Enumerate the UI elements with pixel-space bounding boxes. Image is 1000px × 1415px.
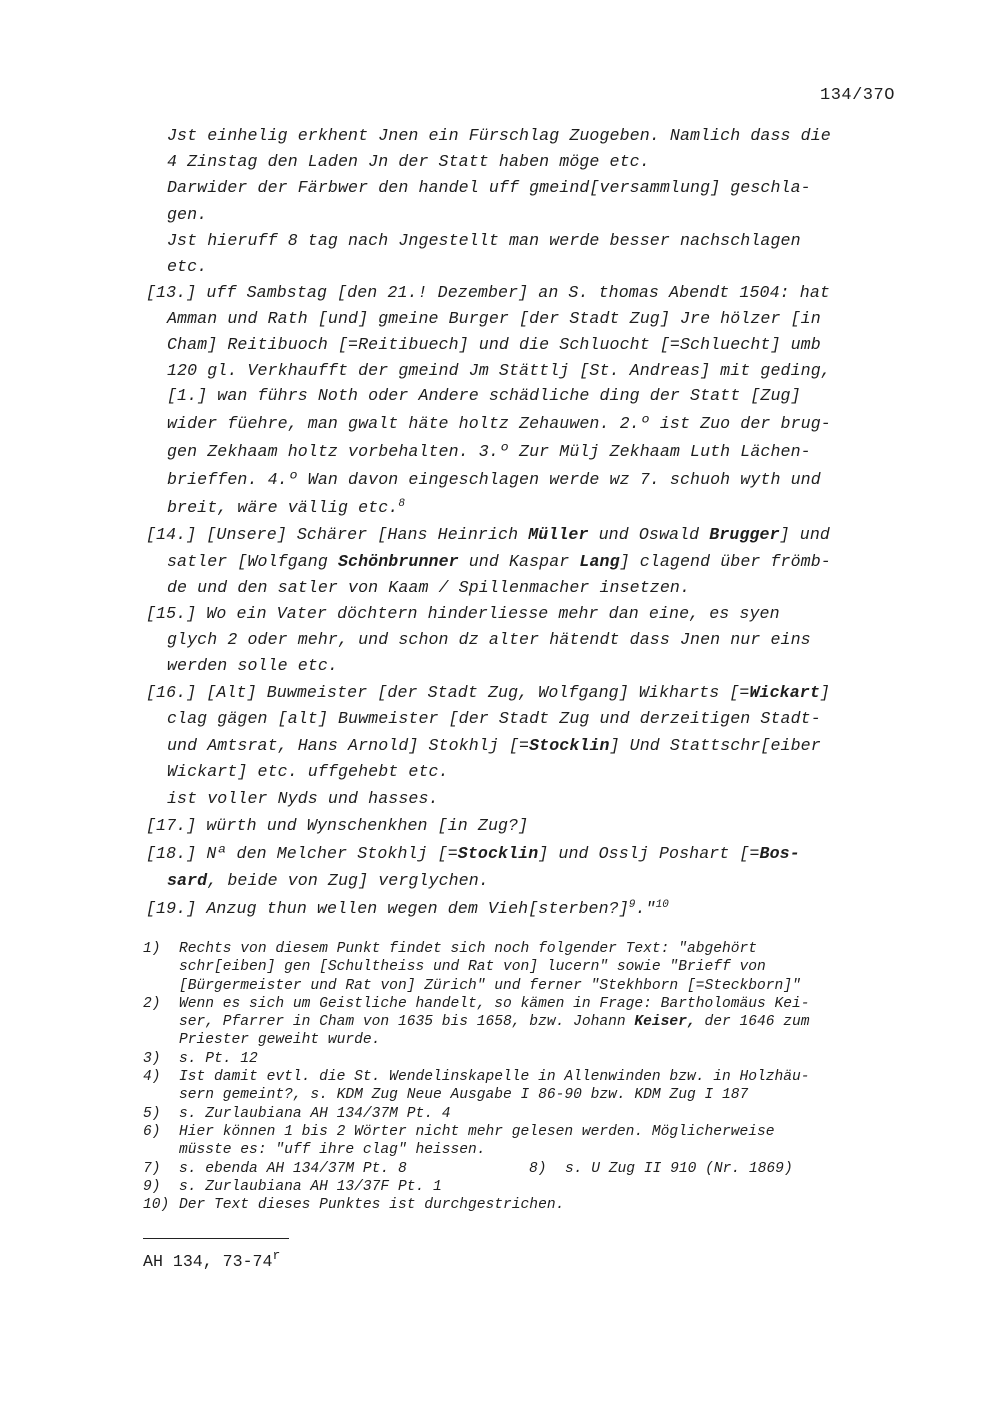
text-segment: und Oswald bbox=[588, 525, 710, 545]
text-line: Amman und Rath [und] gmeine Burger [der Stadt Zug] Jre hölzer [in bbox=[167, 309, 821, 329]
name-bold: Bos- bbox=[759, 843, 800, 863]
footnote-number: 8) bbox=[529, 1160, 547, 1177]
text-line: [17.] würth und Wynschenkhen [in Zug?] bbox=[146, 815, 529, 835]
name-bold: Stocklin bbox=[457, 843, 539, 863]
text-segment: , beide von Zug] verglychen. bbox=[207, 870, 489, 890]
text-line: brieffen. 4.º Wan davon eingeschlagen werde wz 7. schuoh wyth und bbox=[167, 469, 821, 489]
footnote-1 bbox=[143, 940, 918, 995]
name-bold: Lang bbox=[579, 551, 620, 571]
footnote-line: Wenn es sich um Geistliche handelt, so kämen in Frage: Bartholomäus Kei- bbox=[179, 995, 810, 1012]
footnote-line: [Bürgermeister und Rat von] Zürich" und ferner "Stekhborn [=Steckborn]" bbox=[179, 977, 801, 994]
footnote-line: Ist damit evtl. die St. Wendelinskapelle in Allenwinden bzw. in Holzhäu- bbox=[179, 1069, 810, 1086]
text-segment: ] und Osslj Poshart [= bbox=[538, 843, 760, 863]
footnote-ref: 10 bbox=[655, 899, 670, 912]
text-line: de und den satler von Kaam / Spillenmacher insetzen. bbox=[167, 577, 691, 597]
footnote-line: Priester geweiht wurde. bbox=[179, 1032, 381, 1049]
text-line: [15.] Wo ein Vater döchtern hinderliesse mehr dan eine, es syen bbox=[146, 604, 780, 623]
signature-text: AH 134, 73-74 bbox=[143, 1252, 273, 1271]
footnote-9 bbox=[143, 1178, 918, 1196]
text-segment: ] bbox=[819, 682, 830, 702]
text-line bbox=[167, 495, 916, 521]
text-segment: und Amtsrat, Hans Arnold] Stokhlj [= bbox=[167, 735, 530, 755]
name-bold: Stocklin bbox=[529, 735, 610, 755]
text-line: wider füehre, man gwalt häte holtz Zehauwen. 2.º ist Zuo der brug- bbox=[167, 414, 831, 434]
text-line: Cham] Reitibuoch [=Reitibuech] und die Schluocht [=Schluecht] umb bbox=[167, 334, 821, 354]
footnote-7-8 bbox=[143, 1160, 918, 1178]
footnote-4 bbox=[143, 1068, 918, 1105]
text-segment: der 1646 zum bbox=[695, 1014, 810, 1031]
name-bold: sard bbox=[167, 870, 208, 890]
text-segment: [16.] [Alt] Buwmeister [der Stadt Zug, Wolfgang] Wikharts [= bbox=[146, 682, 750, 702]
footnote-line: s. U Zug II 910 (Nr. 1869) bbox=[565, 1160, 793, 1177]
name-bold: Brugger bbox=[709, 525, 780, 545]
footnote-2 bbox=[143, 995, 918, 1050]
text-segment: ] und bbox=[779, 525, 830, 545]
paragraph-13 bbox=[146, 280, 916, 520]
footnote-separator-rule bbox=[143, 1238, 289, 1239]
text-segment: [14.] [Unsere] Schärer [Hans Heinrich bbox=[146, 525, 529, 545]
text-line bbox=[167, 549, 916, 575]
footnote-number: 6) bbox=[143, 1123, 161, 1140]
text-line: 120 gl. Verkhaufft der gmeind Jm Stättlj [St. Andreas] mit geding, bbox=[167, 360, 831, 380]
paragraph-continuation bbox=[146, 123, 916, 280]
text-line: Darwider der Färbwer den handel uff gmeind[versammlung] geschla- bbox=[167, 178, 811, 198]
text-line: gen Zekhaam holtz vorbehalten. 3.º Zur Mülj Zekhaam Luth Lächen- bbox=[167, 442, 811, 461]
body-text bbox=[146, 123, 916, 922]
name-bold: Keiser, bbox=[634, 1014, 696, 1031]
footnote-line bbox=[179, 1013, 918, 1031]
footnote-line: müsste es: "uff ihre clag" heissen. bbox=[179, 1142, 486, 1159]
footnote-line: s. Zurlaubiana AH 13/37F Pt. 1 bbox=[179, 1178, 442, 1195]
text-line bbox=[146, 896, 916, 922]
footnotes bbox=[143, 940, 918, 1214]
footnote-ref: 8 bbox=[398, 497, 406, 510]
text-segment: ." bbox=[635, 899, 656, 919]
text-line bbox=[146, 522, 916, 548]
paragraph-18 bbox=[146, 840, 916, 894]
text-segment: ser, Pfarrer in Cham von 1635 bis 1658, bzw. Johann bbox=[179, 1014, 635, 1031]
footnote-number: 7) bbox=[143, 1160, 161, 1177]
text-line: [1.] wan führs Noth oder Andere schädliche ding der Statt [Zug] bbox=[167, 386, 801, 406]
signature-superscript: r bbox=[272, 1248, 281, 1263]
footnote-line: s. Zurlaubiana AH 134/37M Pt. 4 bbox=[179, 1105, 451, 1122]
text-segment: breit, wäre vällig etc. bbox=[167, 497, 399, 517]
name-bold: Wickart bbox=[749, 682, 820, 702]
paragraph-16 bbox=[146, 680, 916, 813]
text-line: werden solle etc. bbox=[167, 656, 338, 676]
footnote-line: Hier können 1 bis 2 Wörter nicht mehr gelesen werden. Möglicherweise bbox=[179, 1123, 775, 1140]
footnote-number: 9) bbox=[143, 1178, 161, 1195]
text-line: Jst einhelig erkhent Jnen ein Fürschlag Zuogeben. Namlich dass die bbox=[167, 126, 831, 145]
archive-signature bbox=[143, 1248, 281, 1271]
footnote-number: 1) bbox=[143, 941, 161, 957]
page-number: 134/37O bbox=[820, 86, 895, 105]
text-segment: [18.] Nª den Melcher Stokhlj [= bbox=[146, 843, 458, 863]
text-line: clag gägen [alt] Buwmeister [der Stadt Zug und derzeitigen Stadt- bbox=[167, 709, 821, 729]
footnote-3 bbox=[143, 1050, 918, 1068]
footnote-5 bbox=[143, 1105, 918, 1123]
footnote-number: 10) bbox=[143, 1197, 170, 1214]
footnote-number: 4) bbox=[143, 1069, 161, 1086]
text-line: etc. bbox=[167, 257, 208, 277]
text-line: 4 Zinstag den Laden Jn der Statt haben möge etc. bbox=[167, 152, 650, 172]
footnote-10 bbox=[143, 1196, 918, 1214]
name-bold: Schönbrunner bbox=[337, 551, 459, 571]
text-line: ist voller Nyds und hasses. bbox=[167, 788, 439, 808]
footnote-line: sern gemeint?, s. KDM Zug Neue Ausgabe I 86-90 bzw. KDM Zug I 187 bbox=[179, 1087, 749, 1104]
name-bold: Müller bbox=[528, 525, 589, 545]
text-segment: [19.] Anzug thun wellen wegen dem Vieh[sterben?] bbox=[146, 899, 629, 919]
footnote-number: 3) bbox=[143, 1050, 161, 1067]
paragraph-19 bbox=[146, 896, 916, 922]
text-line: Jst hieruff 8 tag nach Jngestellt man werde besser nachschlagen bbox=[167, 230, 801, 250]
text-line bbox=[167, 867, 916, 894]
paragraph-14 bbox=[146, 522, 916, 601]
footnote-number: 2) bbox=[143, 995, 161, 1012]
text-segment: und Kaspar bbox=[458, 551, 580, 571]
footnote-line: s. ebenda AH 134/37M Pt. 8 bbox=[179, 1160, 407, 1177]
text-line: gen. bbox=[167, 204, 208, 224]
footnote-line: Rechts von diesem Punkt findet sich noch folgender Text: "abgehört bbox=[179, 941, 758, 957]
footnote-line: schr[eiben] gen [Schultheiss und Rat von] lucern" sowie "Brieff von bbox=[179, 959, 766, 976]
text-line: [13.] uff Sambstag [den 21.! Dezember] an S. thomas Abendt 1504: hat bbox=[146, 283, 830, 303]
text-segment: satler [Wolfgang bbox=[167, 551, 338, 571]
footnote-ref: 9 bbox=[628, 899, 636, 912]
text-line: Wickart] etc. uffgehebt etc. bbox=[167, 762, 449, 782]
paragraph-15 bbox=[146, 601, 916, 680]
footnote-line: s. Pt. 12 bbox=[179, 1050, 258, 1067]
footnote-number: 5) bbox=[143, 1105, 161, 1122]
footnote-line: Der Text dieses Punktes ist durchgestrichen. bbox=[179, 1197, 565, 1214]
text-line bbox=[167, 733, 916, 760]
text-segment: ] Und Stattschr[eiber bbox=[609, 735, 821, 755]
footnote-6 bbox=[143, 1123, 918, 1160]
text-segment: ] clagend über frömb- bbox=[619, 551, 831, 571]
text-line bbox=[146, 680, 916, 707]
paragraph-17 bbox=[146, 813, 916, 839]
text-line bbox=[146, 840, 916, 867]
text-line: glych 2 oder mehr, und schon dz alter hätendt dass Jnen nur eins bbox=[167, 630, 811, 650]
